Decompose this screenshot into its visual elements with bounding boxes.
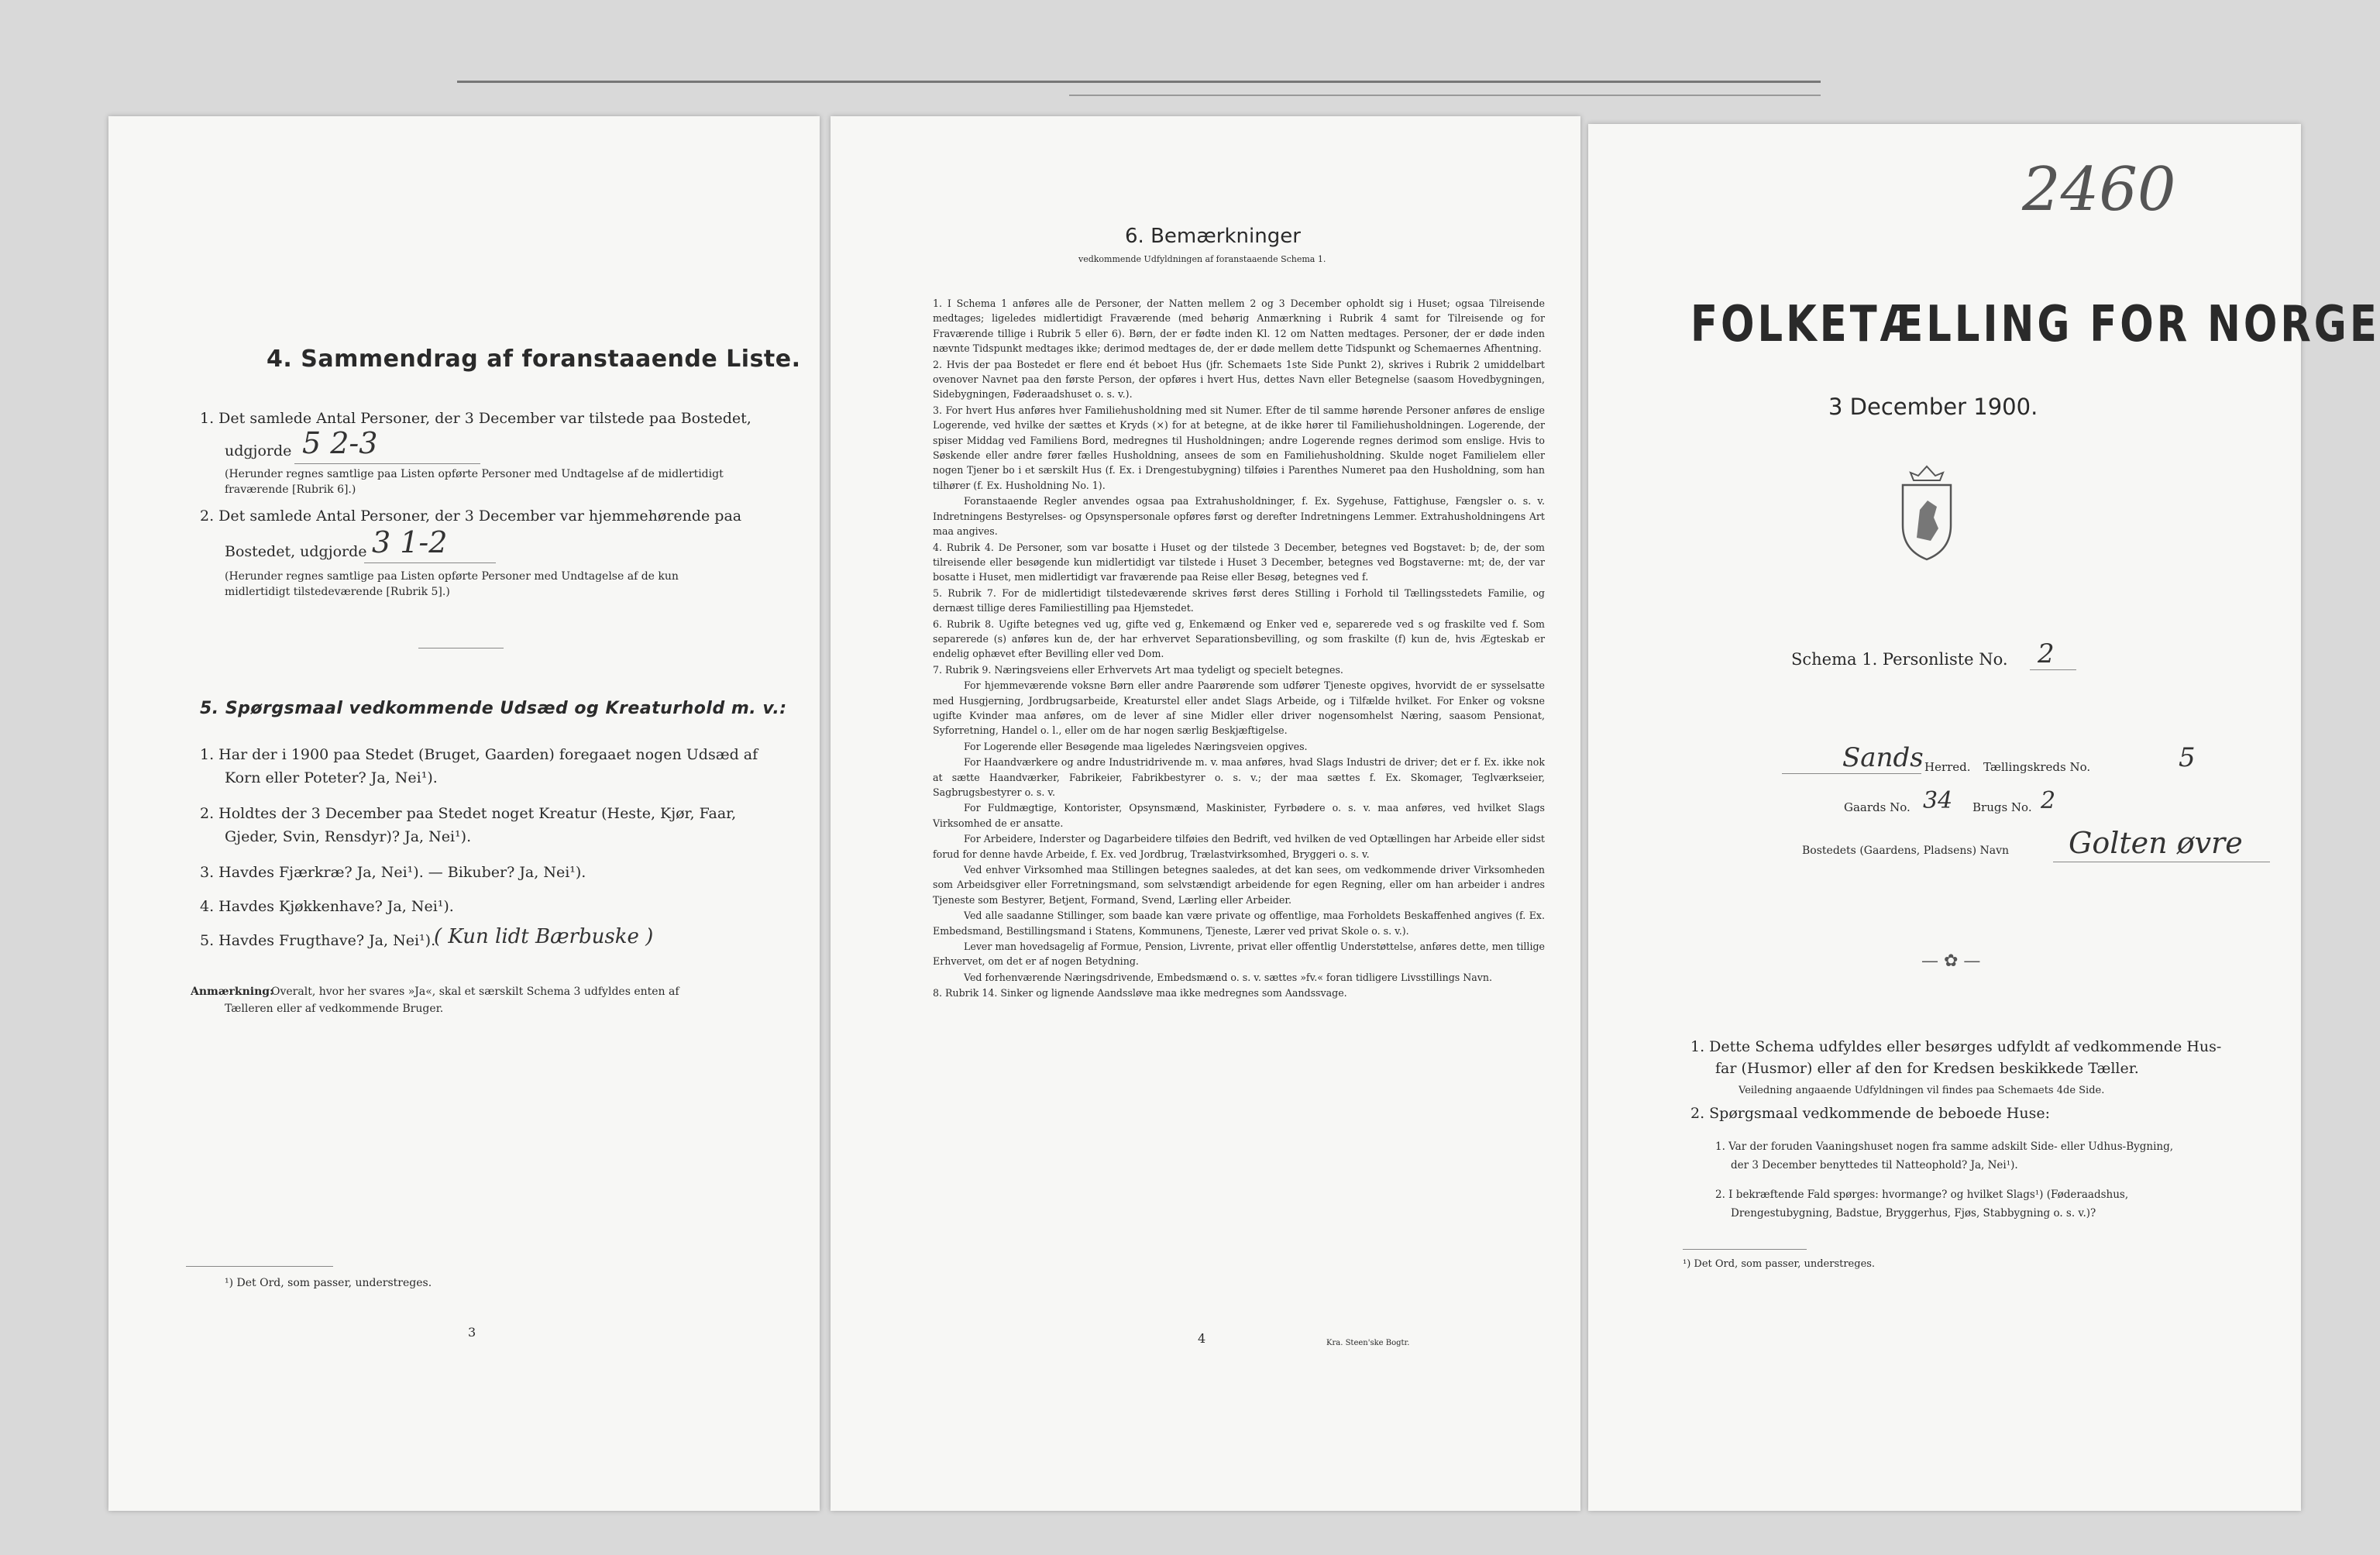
page-1-cover bbox=[1588, 124, 2380, 1511]
instruction-1-note: Veiledning angaaende Udfyldningen vil findes paa Schemaets 4de Side. bbox=[1739, 1085, 2105, 1096]
section-6-heading: 6. Bemærkninger bbox=[1125, 225, 1301, 248]
item-1-note: fraværende [Rubrik 6].) bbox=[225, 483, 356, 496]
question-2-cont: Gjeder, Svin, Rensdyr)? Ja, Nei¹). bbox=[225, 828, 472, 845]
question-4: 4. Havdes Kjøkkenhave? Ja, Nei¹). bbox=[200, 898, 454, 915]
footnote-rule bbox=[186, 1266, 333, 1267]
footnote: ¹) Det Ord, som passer, understreges. bbox=[1683, 1258, 1876, 1270]
answer-line bbox=[294, 463, 480, 464]
bosted-name: Golten øvre bbox=[2069, 826, 2243, 860]
remarks-list bbox=[933, 296, 1545, 1002]
item-1-answer: 5 2-3 bbox=[302, 426, 378, 460]
gaards-number: 34 bbox=[1923, 787, 1953, 814]
house-question-1-cont: der 3 December benyttedes til Natteophold? Ja, Nei¹). bbox=[1731, 1159, 2018, 1171]
remark-paragraph: 2. Hvis der paa Bostedet er flere end ét beboet Hus (jfr. Schemaets 1ste Side Punkt 2), skrives i Rubrik 2 umiddelbart ovenover Navnet paa den første Person, der opføres i hvert Hus, dettes Navn eller Betegnelse (saasom Hovedbygningen, Sidebygningen, Føderaadshuset o. s. v.). bbox=[933, 358, 1545, 401]
remark-paragraph: For Logerende eller Besøgende maa ligeledes Næringsveien opgives. bbox=[964, 740, 1308, 752]
remark-paragraph: 3. For hvert Hus anføres hver Familiehusholdning med sit Numer. Efter de til samme hørende Personer anføres de enslige Logerende, ved hvilke der sættes et Kryds (×) for at betegne, at de ikke hører til Familiehusholdningen. Logerende, der spiser Middag ved Familiens Bord, medregnes til Husholdningen; andre Logerende regnes derimod som enslige. Hvis to Søskende eller andre fører fælles Husholdning, ansees de som en Familiehusholdning. Skulde noget Familielem eller nogen Tjener bo i et særskilt Hus (f. Ex. i Drengestubygning) tilføies i Parenthes Numeret paa den Husholdning, som han tilhører (f. Ex. Husholdning No. 1). bbox=[933, 404, 1545, 491]
question-5: 5. Havdes Frugthave? Ja, Nei¹). bbox=[200, 932, 436, 949]
remark-paragraph: 7. Rubrik 9. Næringsveiens eller Erhvervets Art maa tydeligt og specielt betegnes. bbox=[933, 663, 1343, 676]
archive-number: 2460 bbox=[2022, 155, 2176, 225]
section-6-subtitle: vedkommende Udfyldningen af foranstaaende Schema 1. bbox=[1078, 254, 1326, 264]
question-1: 1. Har der i 1900 paa Stedet (Bruget, Gaarden) foregaaet nogen Udsæd af bbox=[200, 746, 758, 763]
remark-paragraph: 6. Rubrik 8. Ugifte betegnes ved ug, gifte ved g, Enkemænd og Enker ved e, separerede ved s og fraskilte ved f. Som separerede (s) anføres kun de, der har erhvervet Separationsbevilling, og som fraskilte (f) kun de, hvis Ægteskab er endelig ophævet efter Bevilling eller ved Dom. bbox=[933, 618, 1545, 660]
document-title: FOLKETÆLLING FOR NORGE bbox=[1690, 296, 2380, 353]
scan-edge-line bbox=[457, 81, 1821, 83]
page-4 bbox=[831, 116, 1580, 1511]
remark-paragraph: 1. I Schema 1 anføres alle de Personer, der Natten mellem 2 og 3 December opholdt sig i Huset; ogsaa Tilreisende medtages; ligeledes midlertidigt Fraværende (med behørig Anmærkning i Rubrik 4 samt for Tilreisende og for Fraværende tillige i Rubrik 5 eller 6). Børn, der er fødte inden Kl. 12 om Natten medtages. Personer, der er døde inden nævnte Tidspunkt medtages ikke; derimod medtages de, der er døde mellem dette Tidspunkt og Schemaernes Afhentning. bbox=[933, 298, 1545, 355]
house-question-1: 1. Var der foruden Vaaningshuset nogen fra samme adskilt Side- eller Udhus-Bygning, bbox=[1715, 1140, 2174, 1153]
item-2-note: midlertidigt tilstedeværende [Rubrik 5].) bbox=[225, 586, 450, 598]
footnote-rule bbox=[1683, 1249, 1807, 1250]
kreds-number: 5 bbox=[2179, 742, 2196, 773]
footnote: ¹) Det Ord, som passer, understreges. bbox=[225, 1277, 432, 1289]
remark-paragraph: For hjemmeværende voksne Børn eller andre Paarørende som udfører Tjeneste opgives, hvorvidt de er sysselsatte med Husgjerning, Jordbrugsarbeide, Kreaturstel eller andet Slags Arbeide, og i Tilfælde hvilket. For Enker og voksne ugifte Kvinder maa anføres, om de lever af sine Midler eller driver nogensomhelst Næring, saasom Pensionat, Syforretning, Handel o. l., eller om de har nogen særlig Beskjæftigelse. bbox=[933, 679, 1545, 737]
ornament-icon: — ✿ — bbox=[1921, 951, 1981, 971]
coat-of-arms-icon bbox=[1897, 463, 1957, 562]
house-question-2: 2. I bekræftende Fald spørges: hvormange? og hvilket Slags¹) (Føderaadshus, bbox=[1715, 1189, 2129, 1201]
herred-label: Herred. bbox=[1924, 760, 1971, 774]
bosted-label: Bostedets (Gaardens, Pladsens) Navn bbox=[1802, 845, 2010, 857]
brugs-label: Brugs No. bbox=[1972, 800, 2032, 814]
remark-paragraph: Ved enhver Virksomhed maa Stillingen betegnes saaledes, at det kan sees, om vedkommende driver Virksomheden som Arbeidsgiver eller Forretningsmand, som selvstændigt arbeidende for egen Regning, eller om han arbeider i andres Tjeneste som Bestyrer, Betjent, Formand, Svend, Lærling eller Arbeider. bbox=[933, 864, 1545, 906]
item-1-prefix: udgjorde bbox=[225, 442, 292, 459]
house-question-2-cont: Drengestubygning, Badstue, Bryggerhus, Fjøs, Stabbygning o. s. v.)? bbox=[1731, 1207, 2096, 1220]
note-text: Tælleren eller af vedkommende Bruger. bbox=[225, 1003, 444, 1015]
instruction-2: 2. Spørgsmaal vedkommende de beboede Huse: bbox=[1690, 1105, 2050, 1122]
note-text: Overalt, hvor her svares »Ja«, skal et særskilt Schema 3 udfyldes enten af bbox=[271, 986, 679, 998]
question-1-cont: Korn eller Poteter? Ja, Nei¹). bbox=[225, 769, 438, 786]
question-2: 2. Holdtes der 3 December paa Stedet noget Kreatur (Heste, Kjør, Faar, bbox=[200, 805, 737, 822]
remark-paragraph: For Fuldmægtige, Kontorister, Opsynsmænd, Maskinister, Fyrbødere o. s. v. maa anføres, ved hvilket Slags Virksomhed de er ansatte. bbox=[933, 802, 1545, 829]
question-3: 3. Havdes Fjærkræ? Ja, Nei¹). — Bikuber? Ja, Nei¹). bbox=[200, 864, 586, 881]
remark-paragraph: 8. Rubrik 14. Sinker og lignende Aandssløve maa ikke medregnes som Aandssvage. bbox=[933, 987, 1347, 999]
remark-paragraph: Ved forhenværende Næringsdrivende, Embedsmænd o. s. v. sættes »fv.« foran tidligere Livsstillings Navn. bbox=[964, 971, 1493, 983]
page-number: 4 bbox=[1198, 1331, 1206, 1346]
item-1-text: 1. Det samlede Antal Personer, der 3 December var tilstede paa Bostedet, bbox=[200, 410, 751, 427]
remark-paragraph: For Arbeidere, Inderster og Dagarbeidere tilføies den Bedrift, ved hvilken de ved Optællingen har Arbeide eller sidst forud for denne havde Arbeide, f. Ex. ved Jordbrug, Trælastvirksomhed, Bryggeri o. s. v. bbox=[933, 833, 1545, 860]
personliste-number: 2 bbox=[2038, 638, 2055, 669]
section-5-heading: 5. Spørgsmaal vedkommende Udsæd og Kreaturhold m. v.: bbox=[200, 699, 787, 718]
item-1-note: (Herunder regnes samtlige paa Listen opførte Personer med Undtagelse af de midlertidigt bbox=[225, 468, 724, 480]
item-2-prefix: Bostedet, udgjorde bbox=[225, 543, 367, 560]
remark-paragraph: 4. Rubrik 4. De Personer, som var bosatte i Huset og der tilstede 3 December, betegnes ved Bogstavet: b; de, der som tilreisende eller besøgende kun midlertidigt var tilstede i Huset 3 December, betegnes ved Bogstaverne: mt; de, der var bosatte i Huset, men midlertidigt var fraværende paa Reise eller Besøg, betegnes ved f. bbox=[933, 541, 1545, 583]
printer-credit: Kra. Steen'ske Bogtr. bbox=[1326, 1339, 1410, 1347]
page-3 bbox=[108, 116, 820, 1511]
herred-name: Sands bbox=[1842, 742, 1924, 773]
note-label: Anmærkning: bbox=[191, 986, 274, 998]
remark-paragraph: Ved alle saadanne Stillinger, som baade kan være private og offentlige, maa Forholdets Beskaffenhed angives (f. Ex. Embedsmand, Bestillingsmand i Statens, Kommunens, Tjeneste, Lærer ved privat Skole o. s. v.). bbox=[933, 910, 1545, 937]
answer-line bbox=[1782, 773, 1921, 774]
item-2-note: (Herunder regnes samtlige paa Listen opførte Personer med Undtagelse af de kun bbox=[225, 570, 679, 583]
question-5-handwritten-note: ( Kun lidt Bærbuske ) bbox=[434, 925, 654, 948]
instruction-1-cont: far (Husmor) eller af den for Kredsen beskikkede Tæller. bbox=[1715, 1060, 2139, 1077]
remark-paragraph: 5. Rubrik 7. For de midlertidigt tilstedeværende skrives først deres Stilling i Forhold til Tællingsstedets Familie, og dernæst tillige deres Familiestilling paa Hjemstedet. bbox=[933, 587, 1545, 614]
instruction-1: 1. Dette Schema udfyldes eller besørges udfyldt af vedkommende Hus- bbox=[1690, 1038, 2222, 1055]
answer-line bbox=[364, 562, 496, 563]
schema-label: Schema 1. Personliste No. bbox=[1791, 650, 2008, 669]
section-4-heading: 4. Sammendrag af foranstaaende Liste. bbox=[267, 346, 801, 373]
remark-paragraph: For Haandværkere og andre Industridrivende m. v. maa anføres, hvad Slags Industri de driver; det er f. Ex. ikke nok at sætte Haandværker, Fabrikeier, Fabrikbestyrer o. s. v.; der maa sættes f. Ex. Skomager, Teglværkseier, Sagbrugsbestyrer o. s. v. bbox=[933, 756, 1545, 798]
scan-edge-line bbox=[1069, 95, 1821, 96]
item-2-text: 2. Det samlede Antal Personer, der 3 December var hjemmehørende paa bbox=[200, 507, 742, 525]
answer-line bbox=[2030, 669, 2076, 670]
remark-paragraph: Lever man hovedsagelig af Formue, Pension, Livrente, privat eller offentlig Understøttelse, anføres dette, men tillige Erhvervet, om det er af nogen Betydning. bbox=[933, 941, 1545, 968]
page-number: 3 bbox=[468, 1325, 476, 1340]
gaards-label: Gaards No. bbox=[1844, 800, 1911, 814]
item-2-answer: 3 1-2 bbox=[372, 525, 448, 559]
brugs-number: 2 bbox=[2041, 787, 2056, 814]
remark-paragraph: Foranstaaende Regler anvendes ogsaa paa Extrahusholdninger, f. Ex. Sygehuse, Fattighuse, Fængsler o. s. v. Indretningens Bestyrelses- og Opsynspersonale opføres først og derefter Indretningens Lemmer. Extrahusholdningens Art maa angives. bbox=[933, 495, 1545, 538]
census-date: 3 December 1900. bbox=[1828, 394, 2038, 420]
kreds-label: Tællingskreds No. bbox=[1983, 760, 2091, 774]
